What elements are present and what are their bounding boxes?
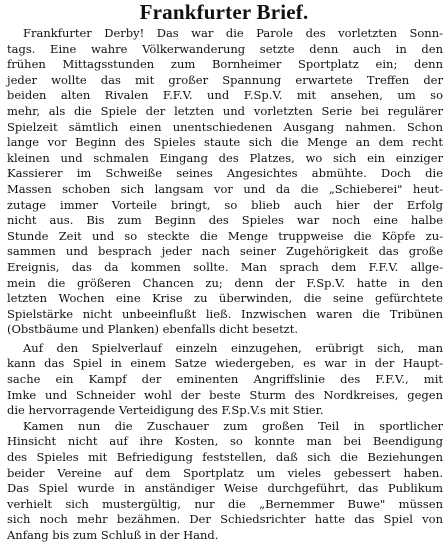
text-line: Spielzeit sämtlich einen unentschiedenen Ausgang nahmen. Schon: [7, 119, 443, 134]
text-line: Hinsicht nicht auf ihre Kosten, so konnte man bei Beendigung: [7, 434, 443, 449]
text-line: kleinen und schmalen Eingang des Platzes, wo sich ein einziger: [7, 150, 443, 165]
text-line: mehr, als die Spiele der letzten und vorletzten Serie bei regulärer: [7, 103, 443, 118]
text-line: die hervorragende Verteidigung des F.Sp.V.s mit Stier.: [7, 403, 324, 418]
text-line: des Spieles mit Befriedigung feststellen, daß sich die Beziehungen: [7, 450, 443, 465]
text-line: Stunde Zeit und so steckte die Menge truppweise die Köpfe zu-: [7, 228, 443, 243]
text-line: lange vor Beginn des Spieles staute sich die Menge an dem recht: [7, 135, 443, 150]
text-line: Massen schoben sich langsam vor und da die „Schieberei" heut-: [7, 181, 443, 196]
text-line: Kassierer im Schweiße seines Angesichtes abmühte. Doch die: [7, 166, 443, 181]
text-line: jeder wollte das mit großer Spannung erwartete Treffen der: [7, 72, 443, 87]
text-line: nicht aus. Bis zum Beginn des Spieles war noch eine halbe: [7, 213, 443, 228]
text-line: letzten Wochen eine Krise zu überwinden, die seine gefürchtete: [7, 291, 443, 306]
paragraph-3: [7, 419, 443, 544]
paragraph-1: [7, 26, 443, 338]
text-line: Imke und Schneider wohl der beste Sturm des Nordkreises, gegen: [7, 387, 443, 402]
text-line: Frankfurter Derby! Das war die Parole des vorletzten Sonn-: [23, 26, 443, 40]
text-line: (Obstbäume und Planken) ebenfalls dicht besetzt.: [7, 322, 299, 337]
text-line: verhielt sich mustergültig, nur die „Bernemmer Buwe" müssen: [7, 496, 443, 511]
text-line: sammen und besprach jeder nach seiner Zugehörigkeit das große: [7, 244, 443, 259]
text-line: Kamen nun die Zuschauer zum großen Teil in sportlicher: [23, 418, 443, 433]
text-line: tags. Eine wahre Völkerwanderung setzte denn auch in den: [7, 41, 443, 56]
text-line: mein die größeren Chancen zu; denn der F.Sp.V. hatte in den: [7, 275, 443, 290]
text-line: frühen Mittagsstunden zum Bornheimer Sportplatz ein; denn: [7, 57, 443, 72]
text-line: Auf den Spielverlauf einzeln einzugehen, erübrigt sich, man: [23, 340, 443, 355]
text-line: kann das Spiel in einem Satze wiedergeben, es war in der Haupt-: [7, 356, 443, 371]
text-line: sache ein Kampf der eminenten Angriffslinie des F.F.V., mit: [7, 372, 443, 387]
text-line: Ereignis, das da kommen sollte. Man sprach dem F.F.V. allge-: [7, 259, 443, 274]
text-line: Anfang bis zum Schluß in der Hand.: [7, 528, 219, 542]
paragraph-2: [7, 341, 443, 419]
text-line: zutage immer Vorteile bringt, so blieb auch hier der Erfolg: [7, 197, 443, 212]
article-body: [7, 26, 443, 544]
text-line: beiden alten Rivalen F.F.V. und F.Sp.V. mit ansehen, um so: [7, 88, 443, 103]
text-line: sich noch mehr bezähmen. Der Schiedsrichter hatte das Spiel von: [7, 512, 443, 527]
article-title: Frankfurter Brief.: [139, 0, 309, 24]
text-line: beider Vereine auf dem Sportplatz um vieles gebessert haben.: [7, 465, 443, 480]
text-line: Spielstärke nicht unbeeinflußt ließ. Inzwischen waren die Tribünen: [7, 306, 443, 321]
text-line: Das Spiel wurde in anständiger Weise durchgeführt, das Publikum: [7, 481, 443, 496]
